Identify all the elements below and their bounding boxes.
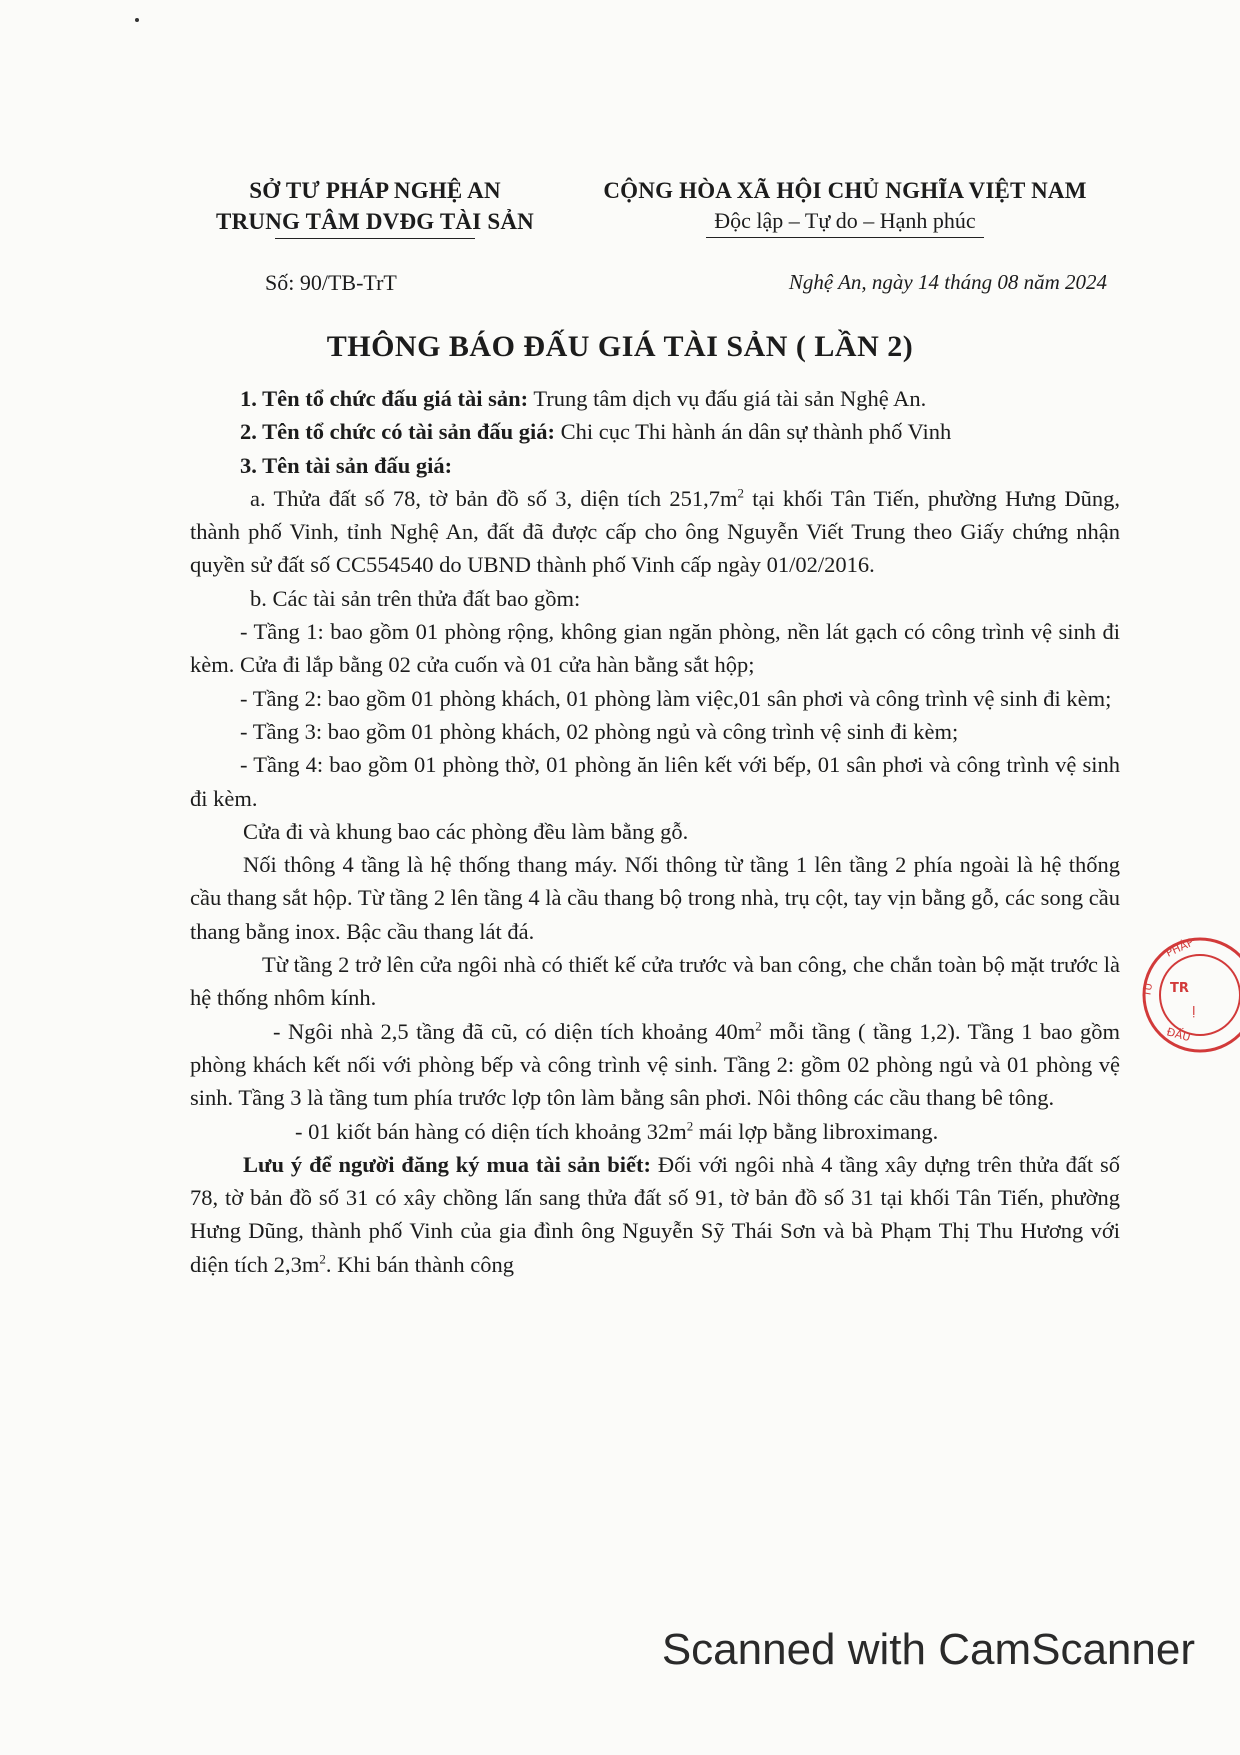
kiosk-paragraph bbox=[190, 1115, 1120, 1148]
floor-4: - Tầng 4: bao gồm 01 phòng thờ, 01 phòng ăn liên kết với bếp, 01 sân phơi và công trình vệ sinh đi kèm. bbox=[190, 752, 1120, 811]
old-house-paragraph bbox=[190, 1015, 1120, 1115]
area-unit-sup: 2 bbox=[755, 1018, 762, 1034]
document-title: THÔNG BÁO ĐẤU GIÁ TÀI SẢN ( LẦN 2) bbox=[326, 330, 914, 363]
old-house-text-cont: mỗi tầng ( tầng 1,2). Tầng 1 bao gồm phòng khách kết nối với phòng bếp và công trình vệ sinh. Tầng 2: gồm 02 phòng ngủ và 01 phòng vệ sinh. Tầng 3 là tầng tum phía trước lợp tôn làm bằng sân phơi. Nôi thông các cầu thang bê tông. bbox=[190, 1018, 1120, 1111]
area-unit-sup: 2 bbox=[737, 485, 744, 501]
section-1-text: Trung tâm dịch vụ đấu giá tài sản Nghệ An. bbox=[528, 386, 927, 411]
item-a-text-cont: tại khối Tân Tiến, phường Hưng Dũng, thành phố Vinh, tỉnh Nghệ An, đất đã được cấp cho ông Nguyễn Viết Trung theo Giấy chứng nhận quyền sử đất số CC554540 do UBND thành phố Vinh cấp ngày 01/02/2016. bbox=[190, 485, 1120, 578]
national-motto: Độc lập – Tự do – Hạnh phúc bbox=[706, 206, 983, 238]
scan-speck bbox=[135, 18, 139, 22]
section-1-label: 1. Tên tổ chức đấu giá tài sản: bbox=[240, 386, 529, 411]
seal-text-top: PHÁP bbox=[1163, 935, 1196, 960]
area-unit-sup: 2 bbox=[686, 1118, 694, 1134]
issuer-underline bbox=[275, 238, 475, 239]
note-text-cont: . Khi bán thành công bbox=[325, 1251, 514, 1277]
section-2 bbox=[190, 415, 1120, 448]
section-2-text: Chi cục Thi hành án dân sự thành phố Vinh bbox=[554, 419, 952, 445]
floor-2: - Tầng 2: bao gồm 01 phòng khách, 01 phòng làm việc,01 sân phơi và công trình vệ sinh đi kèm; bbox=[240, 685, 1112, 711]
stairs-paragraph: Nối thông 4 tầng là hệ thống thang máy. Nối thông từ tầng 1 lên tầng 2 phía ngoài là hệ thống cầu thang sắt hộp. Từ tầng 2 lên tầng 4 là cầu thang bộ trong nhà, trụ cột, tay vịn bằng gỗ, các song cầu thang bằng inox. Bậc cầu thang lát đá. bbox=[190, 852, 1120, 944]
seal-text-left: TƯ bbox=[1142, 981, 1156, 998]
document-body bbox=[190, 382, 1120, 1281]
document-number: Số: 90/TB-TrT bbox=[265, 270, 397, 295]
floor-3: - Tầng 3: bao gồm 01 phòng khách, 02 phòng ngủ và công trình vệ sinh đi kèm; bbox=[240, 718, 959, 744]
seal-text-center: TR bbox=[1170, 981, 1189, 996]
area-unit-sup: 2 bbox=[319, 1251, 326, 1267]
section-2-label: 2. Tên tổ chức có tài sản đấu giá: bbox=[240, 419, 555, 445]
kiosk-text-cont: mái lợp bằng libroximang. bbox=[693, 1118, 939, 1144]
note-label: Lưu ý để người đăng ký mua tài sản biết: bbox=[243, 1151, 651, 1177]
issuer-department: SỞ TƯ PHÁP NGHỆ AN bbox=[249, 178, 501, 203]
note-text: Đối với ngôi nhà 4 tầng xây dựng trên thửa đất số 78, tờ bản đồ số 31 có xây chồng lấn sang thửa đất số 91, tờ bản đồ số 31 tại khối Tân Tiến, phường Hưng Dũng, thành phố Vinh của gia đình ông Nguyễn Sỹ Thái Sơn và bà Phạm Thị Thu Hương với diện tích 2,3m bbox=[190, 1151, 1120, 1277]
camscanner-watermark: Scanned with CamScanner bbox=[661, 1625, 1195, 1674]
floor-1: - Tầng 1: bao gồm 01 phòng rộng, không gian ngăn phòng, nền lát gạch có công trình vệ sinh đi kèm. Cửa đi lắp bằng 02 cửa cuốn và 01 cửa hàn bằng sắt hộp; bbox=[190, 619, 1120, 678]
old-house-text: - Ngôi nhà 2,5 tầng đã cũ, có diện tích khoảng 40m bbox=[273, 1018, 756, 1044]
issuer-header bbox=[190, 175, 560, 239]
official-seal-stamp bbox=[1140, 935, 1240, 1055]
doors-paragraph: Cửa đi và khung bao các phòng đều làm bằng gỗ. bbox=[243, 818, 689, 844]
seal-text-bottom: ĐẤU bbox=[1165, 1025, 1192, 1045]
national-title: CỘNG HÒA XÃ HỘI CHỦ NGHĨA VIỆT NAM bbox=[603, 178, 1087, 203]
place-date: Nghệ An, ngày 14 tháng 08 năm 2024 bbox=[788, 270, 1107, 294]
seal-text-mid: Ị bbox=[1192, 1004, 1196, 1018]
national-header bbox=[575, 175, 1115, 238]
section-3-heading bbox=[190, 449, 1120, 482]
front-paragraph: Từ tầng 2 trở lên cửa ngôi nhà có thiết kế cửa trước và ban công, che chắn toàn bộ mặt trước là hệ thống nhôm kính. bbox=[190, 952, 1120, 1011]
section-1 bbox=[190, 382, 1120, 415]
kiosk-text: - 01 kiốt bán hàng có diện tích khoảng 32m bbox=[295, 1118, 687, 1144]
section-3-label: 3. Tên tài sản đấu giá: bbox=[240, 452, 453, 478]
item-b: b. Các tài sản trên thửa đất bao gồm: bbox=[250, 585, 581, 611]
note-paragraph bbox=[190, 1148, 1120, 1281]
issuer-center: TRUNG TÂM DVĐG TÀI SẢN bbox=[216, 209, 534, 234]
item-a bbox=[190, 482, 1120, 582]
item-a-text: a. Thửa đất số 78, tờ bản đồ số 3, diện tích 251,7m bbox=[250, 485, 738, 511]
